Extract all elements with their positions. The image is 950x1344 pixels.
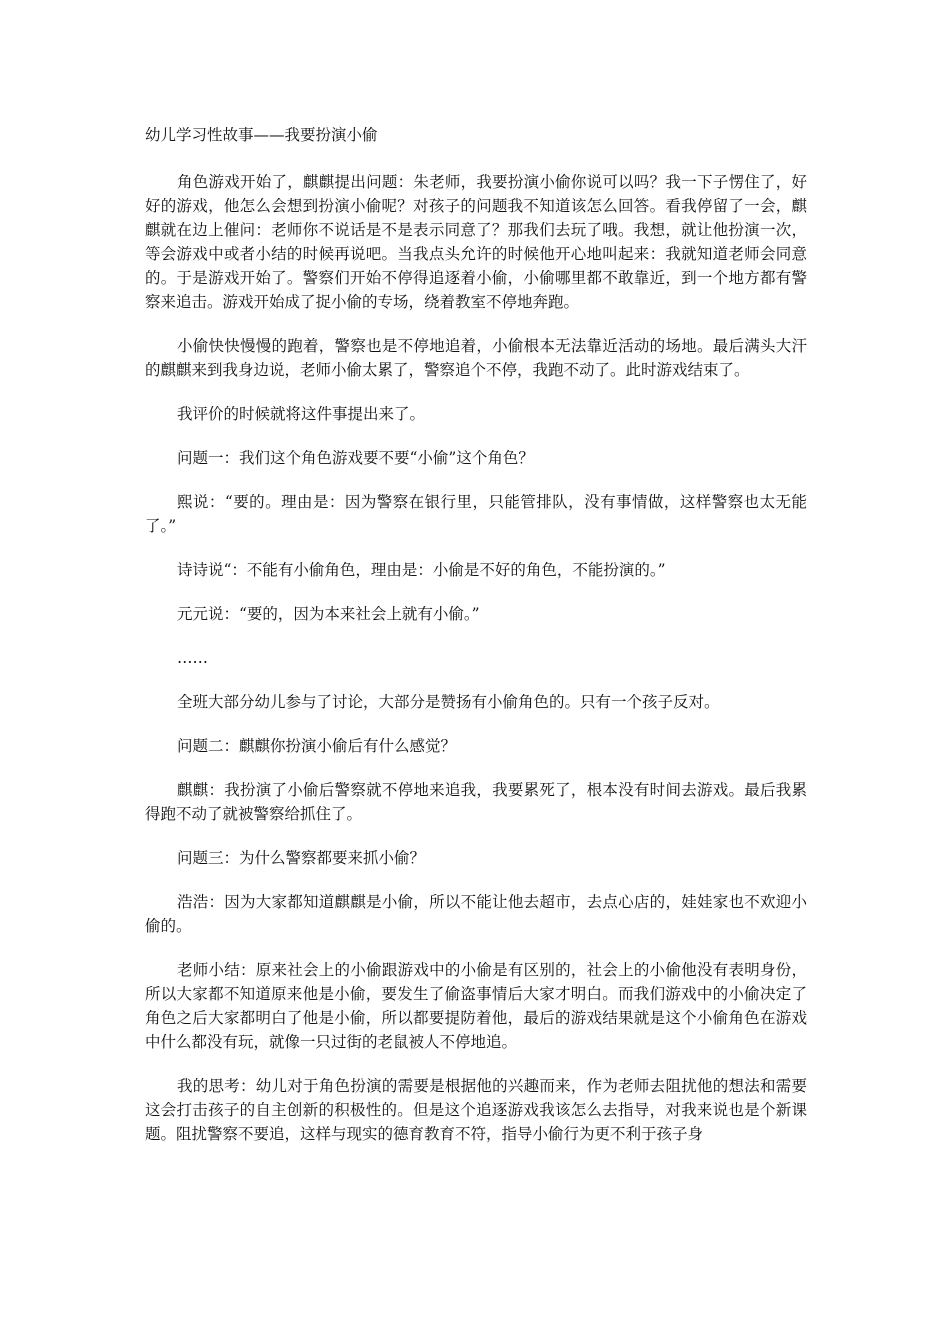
- my-reflection: 我的思考：幼儿对于角色扮演的需要是根据他的兴趣而来，作为老师去阻扰他的想法和需要这会打击孩子的自主创新的积极性的。但是这个追逐游戏我该怎么去指导，对我来说也是个新课题。阻扰警察不要追，这样与现实的德育教育不符，指导小偷行为更不利于孩子身: [145, 1077, 807, 1143]
- paragraph-2: 小偷快快慢慢的跑着，警察也是不停地追着，小偷根本无法靠近活动的场地。最后满头大汗的麒麒来到我身边说，老师小偷太累了，警察追个不停，我跑不动了。此时游戏结束了。: [145, 337, 807, 379]
- question-2: 问题二：麒麒你扮演小偷后有什么感觉？: [177, 737, 457, 755]
- paragraph-1: 角色游戏开始了，麒麒提出问题：朱老师，我要扮演小偷你说可以吗？我一下子愣住了，好好的游戏，他怎么会想到扮演小偷呢？对孩子的问题我不知道该怎么回答。看我停留了一会，麒麒就在边上催问：老师你不说话是不是表示同意了？那我们去玩了哦。我想，就让他扮演一次，等会游戏中或者小结的时候再说吧。当我点头允许的时候他开心地叫起来：我就知道老师会同意的。于是游戏开始了。警察们开始不停得追逐着小偷，小偷哪里都不敢靠近，到一个地方都有警察来追击。游戏开始成了捉小偷的专场，绕着教室不停地奔跑。: [145, 173, 807, 311]
- answer-haohao: 浩浩：因为大家都知道麒麒是小偷，所以不能让他去超市，去点心店的，娃娃家也不欢迎小偷的。: [145, 893, 807, 935]
- answer-shishi: 诗诗说“：不能有小偷角色，理由是：小偷是不好的角色，不能扮演的。”: [177, 561, 666, 579]
- document-body: [145, 124, 807, 1166]
- question-1: 问题一：我们这个角色游戏要不要“小偷”这个角色？: [177, 449, 534, 467]
- teacher-summary: 老师小结：原来社会上的小偷跟游戏中的小偷是有区别的，社会上的小偷他没有表明身份，所以大家都不知道原来他是小偷，要发生了偷盗事情后大家才明白。而我们游戏中的小偷决定了角色之后大家都明白了他是小偷，所以都要提防着他，最后的游戏结果就是这个小偷角色在游戏中什么都没有玩，就像一只过街的老鼠被人不停地追。: [145, 961, 807, 1051]
- answer-xi: 熙说：“要的。理由是：因为警察在银行里，只能管排队，没有事情做，这样警察也太无能了。”: [145, 493, 807, 535]
- document-title: 幼儿学习性故事——我要扮演小偷: [145, 126, 378, 144]
- question-3: 问题三：为什么警察都要来抓小偷？: [177, 849, 426, 867]
- answer-yuanyuan: 元元说：“要的，因为本来社会上就有小偷。”: [177, 605, 480, 623]
- paragraph-3: 我评价的时候就将这件事提出来了。: [177, 405, 426, 423]
- discussion-summary: 全班大部分幼儿参与了讨论，大部分是赞扬有小偷角色的。只有一个孩子反对。: [177, 693, 720, 711]
- ellipsis: ……: [177, 649, 208, 667]
- answer-qiqi: 麒麒：我扮演了小偷后警察就不停地来追我，我要累死了，根本没有时间去游戏。最后我累得跑不动了就被警察给抓住了。: [145, 781, 807, 823]
